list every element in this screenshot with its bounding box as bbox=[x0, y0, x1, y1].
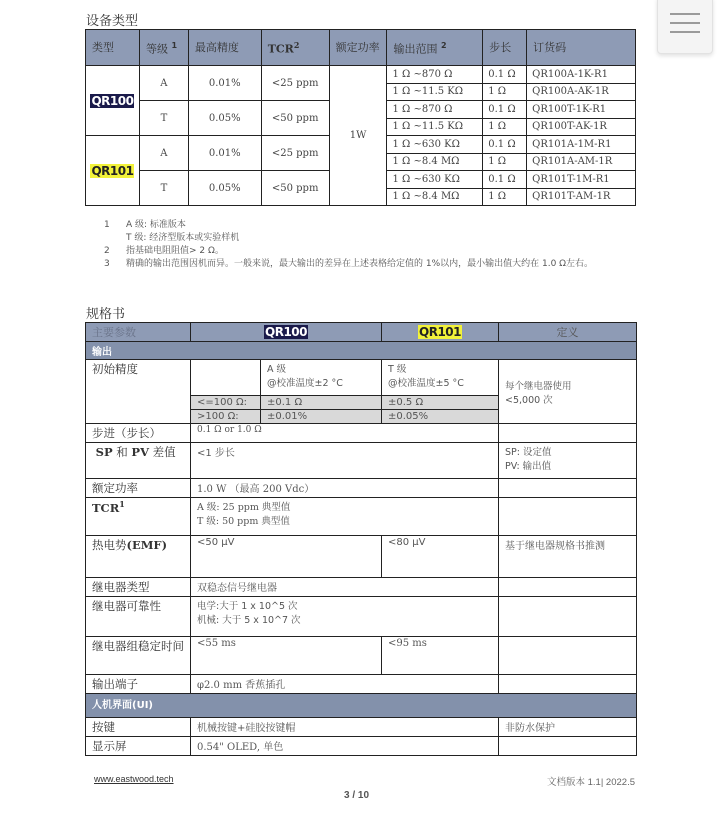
qr101-header: QR101 bbox=[382, 323, 499, 342]
order-code-cell: QR100T-1K-R1 bbox=[527, 101, 636, 119]
accuracy-cell: 0.01% bbox=[188, 136, 261, 171]
spec-row-step: 步进（步长） 0.1 Ω or 1.0 Ω bbox=[86, 424, 637, 443]
tcr-cell: <25 ppm bbox=[261, 136, 329, 171]
spec-subrow: <=100 Ω: ±0.1 Ω ±0.5 Ω bbox=[86, 396, 637, 410]
order-code-cell: QR100T-AK-1R bbox=[527, 118, 636, 136]
order-code-cell: QR100A-AK-1R bbox=[527, 83, 636, 101]
accuracy-cell: 0.05% bbox=[188, 171, 261, 206]
hamburger-menu-icon-bar bbox=[670, 31, 700, 33]
col-header-tcr: TCR$^2$ bbox=[261, 30, 329, 66]
group-row-ui: 人机界面(UI) bbox=[86, 694, 637, 718]
grade-cell: A bbox=[139, 66, 188, 101]
range-cell: 1 Ω ~8.4 MΩ bbox=[387, 188, 483, 206]
grade-cell: T bbox=[139, 101, 188, 136]
range-cell: 1 Ω ~8.4 MΩ bbox=[387, 153, 483, 171]
rated-power-cell: 1W bbox=[329, 66, 387, 206]
qr101-label: QR101 bbox=[91, 163, 134, 178]
range-cell: 1 Ω ~11.5 KΩ bbox=[387, 118, 483, 136]
document-version: 文档版本 1.1| 2022.5 bbox=[546, 777, 635, 788]
spec-row-initial-accuracy: 初始精度 A 级 @校准温度±2 °C T 级 @校准温度±5 °C 每个继电器使用 <5,000 次 bbox=[86, 360, 637, 396]
col-header-order-code: 订货码 bbox=[527, 30, 636, 66]
order-code-cell: QR101T-1M-R1 bbox=[527, 171, 636, 189]
footnotes bbox=[104, 219, 639, 271]
spec-row-keys: 按键 机械按键+硅胶按键帽 非防水保护 bbox=[86, 718, 637, 737]
spec-row-rated-power: 额定功率 1.0 W （最高 200 Vdc） bbox=[86, 479, 637, 498]
order-code-cell: QR100A-1K-R1 bbox=[527, 66, 636, 84]
col-header-grade: 等级 $^1$ bbox=[139, 30, 188, 66]
spec-row-settling-time: 继电器组稳定时间 <55 ms <95 ms bbox=[86, 637, 637, 675]
type-cell-qr100 bbox=[86, 66, 140, 136]
footnote-1: 1 A 级: 标准版本 T 级: 经济型版本或实验样机 bbox=[104, 220, 240, 243]
col-header-type: 类型 bbox=[86, 30, 140, 66]
table-row bbox=[86, 66, 636, 84]
range-cell: 1 Ω ~870 Ω bbox=[387, 66, 483, 84]
grade-cell: T bbox=[139, 171, 188, 206]
hamburger-menu-icon bbox=[670, 13, 700, 15]
spec-header-row bbox=[86, 323, 637, 342]
spec-row-display: 显示屏 0.54" OLED, 单色 bbox=[86, 737, 637, 756]
menu-button[interactable] bbox=[657, 0, 713, 54]
range-cell: 1 Ω ~630 KΩ bbox=[387, 171, 483, 189]
tcr-cell: <25 ppm bbox=[261, 66, 329, 101]
qr100-label: QR100 bbox=[91, 93, 134, 108]
step-cell: 0.1 Ω bbox=[483, 66, 527, 84]
col-header-output-range: 输出范围 $^2$ bbox=[387, 30, 483, 66]
page-number: 3 / 10 bbox=[344, 790, 370, 801]
spec-row-relay-reliability: 继电器可靠性 电学:大于 1 x 10^5 次 机械: 大于 5 x 10^7 次 bbox=[86, 597, 637, 637]
spec-title: 规格书 bbox=[86, 307, 126, 322]
footnote-2: 2 指基础电阻阻值> 2 Ω。 bbox=[104, 246, 224, 256]
spec-row-relay-type: 继电器类型 双稳态信号继电器 bbox=[86, 578, 637, 597]
table-header-row bbox=[86, 30, 636, 66]
grade-cell: A bbox=[139, 136, 188, 171]
spec-row-output-terminal: 输出端子 φ2.0 mm 香蕉插孔 bbox=[86, 675, 637, 694]
spec-table bbox=[85, 322, 637, 756]
accuracy-cell: 0.01% bbox=[188, 66, 261, 101]
param-header: 主要参数 bbox=[86, 323, 191, 342]
spec-row-sp-pv: SP 和 PV 差值 <1 步长 SP: 设定值 PV: 输出值 bbox=[86, 443, 637, 479]
step-cell: 1 Ω bbox=[483, 83, 527, 101]
qr100-header: QR100 bbox=[191, 323, 382, 342]
device-type-table bbox=[85, 29, 636, 206]
col-header-step: 步长 bbox=[483, 30, 527, 66]
step-cell: 1 Ω bbox=[483, 118, 527, 136]
tcr-cell: <50 ppm bbox=[261, 101, 329, 136]
website-link[interactable]: www.eastwood.tech bbox=[94, 774, 174, 784]
footnote-3: 3 精确的输出范围因机而异。一般来说，最大输出的差异在上述表格给定值的 1%以内，最小输出值大约在 1.0 Ω左右。 bbox=[104, 259, 594, 269]
step-cell: 1 Ω bbox=[483, 188, 527, 206]
hamburger-menu-icon-bar bbox=[670, 22, 700, 24]
range-cell: 1 Ω ~630 KΩ bbox=[387, 136, 483, 154]
accuracy-cell: 0.05% bbox=[188, 101, 261, 136]
spec-row-emf: 热电势(EMF) <50 μV <80 μV 基于继电器规格书推测 bbox=[86, 536, 637, 578]
spec-subrow: >100 Ω: ±0.01% ±0.05% bbox=[86, 410, 637, 424]
step-cell: 0.1 Ω bbox=[483, 136, 527, 154]
type-cell-qr101 bbox=[86, 136, 140, 206]
step-cell: 1 Ω bbox=[483, 153, 527, 171]
col-header-max-accuracy: 最高精度 bbox=[188, 30, 261, 66]
order-code-cell: QR101T-AM-1R bbox=[527, 188, 636, 206]
order-code-cell: QR101A-1M-R1 bbox=[527, 136, 636, 154]
range-cell: 1 Ω ~870 Ω bbox=[387, 101, 483, 119]
tcr-cell: <50 ppm bbox=[261, 171, 329, 206]
group-row-output: 输出 bbox=[86, 342, 637, 360]
definition-header: 定义 bbox=[499, 323, 637, 342]
device-type-title: 设备类型 bbox=[86, 14, 139, 29]
order-code-cell: QR101A-AM-1R bbox=[527, 153, 636, 171]
step-cell: 0.1 Ω bbox=[483, 171, 527, 189]
step-cell: 0.1 Ω bbox=[483, 101, 527, 119]
col-header-rated-power: 额定功率 bbox=[329, 30, 387, 66]
range-cell: 1 Ω ~11.5 KΩ bbox=[387, 83, 483, 101]
spec-row-tcr: TCR$^1$ A 级: 25 ppm 典型值 T 级: 50 ppm 典型值 bbox=[86, 498, 637, 536]
